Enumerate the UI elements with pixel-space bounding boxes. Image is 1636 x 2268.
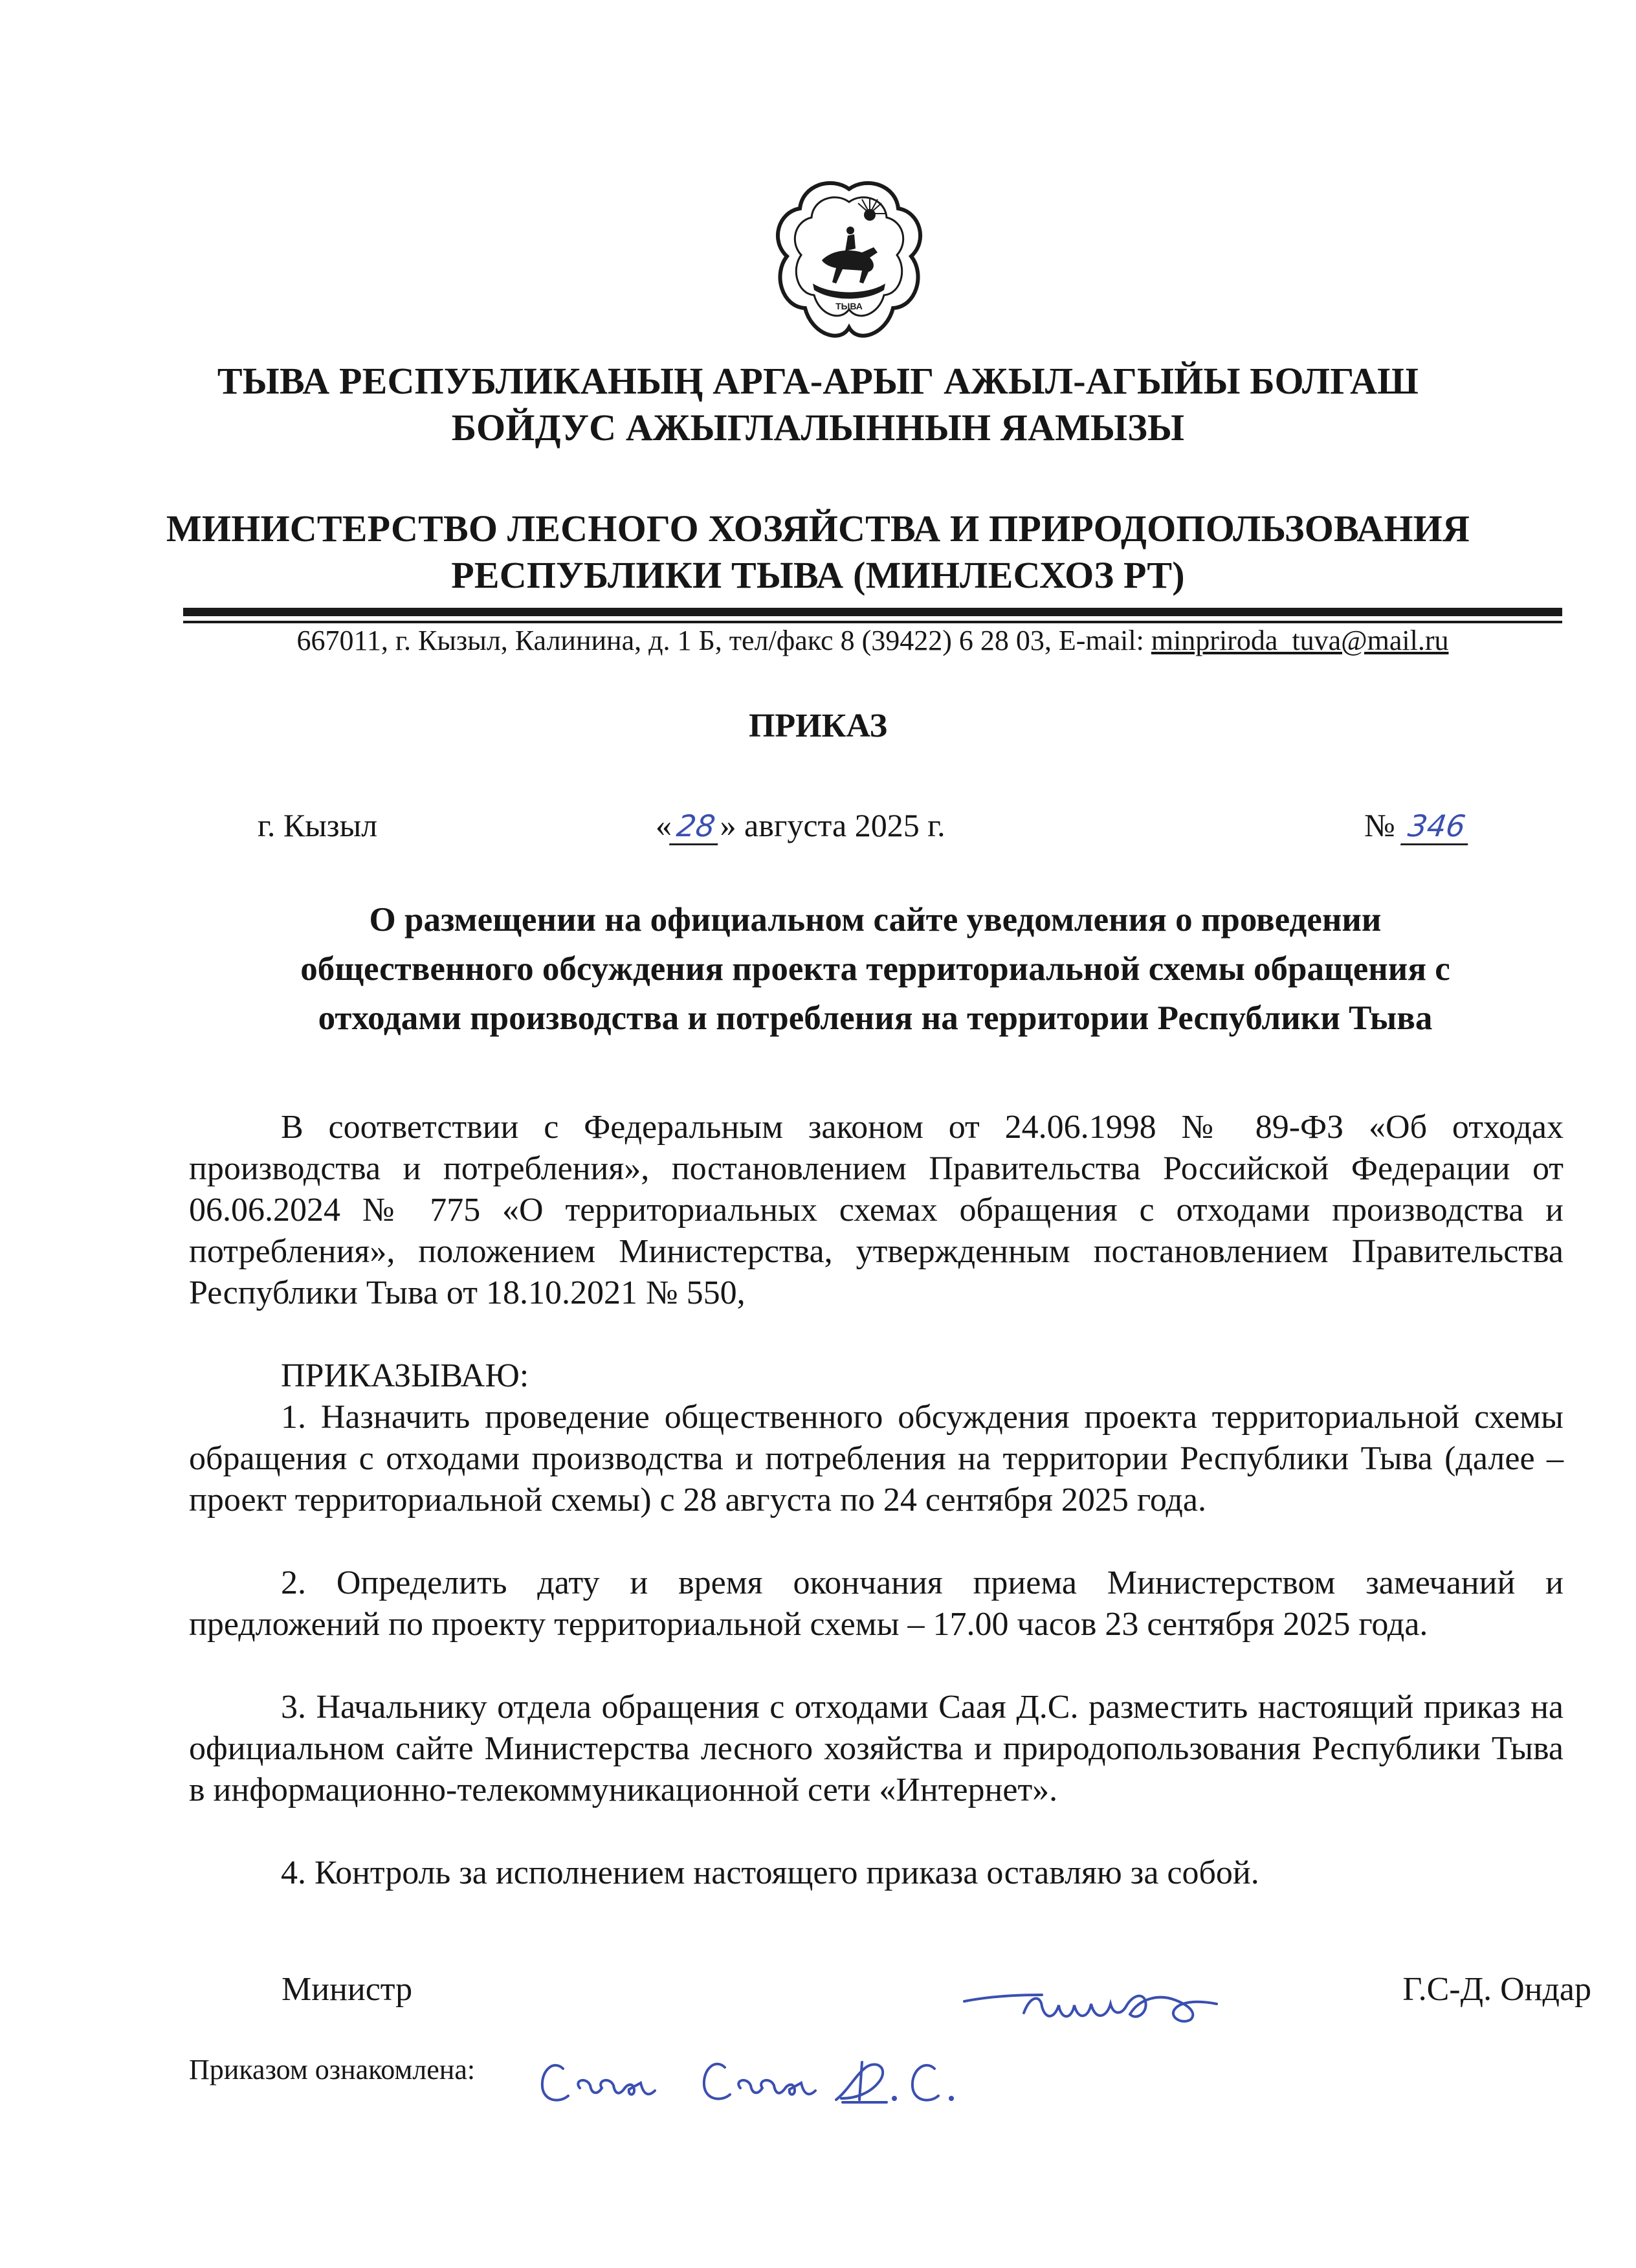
signatory-title: Министр — [282, 1971, 413, 2008]
order-item-2: 2. Определить дату и время окончания приема Министерством замечаний и предложений по проекту территориальной схемы – 17.00 часов 23 сентября 2025 года. — [189, 1564, 1564, 1643]
document-type: ПРИКАЗ — [748, 707, 888, 744]
date-day-handwritten: 28 — [669, 808, 723, 845]
number-label: № — [1364, 807, 1395, 843]
address-text: 667011, г. Кызыл, Калинина, д. 1 Б, тел/факс 8 (39422) 6 28 03, E-mail: — [296, 625, 1151, 656]
document-number — [1364, 803, 1470, 848]
order-item-1: 1. Назначить проведение общественного обсуждения проекта территориальной схемы обращения с отходами производства и потребления на территории Республики Тыва (далее – проект территориальной схемы) с 28 августа по 24 сентября 2025 года. — [189, 1399, 1564, 1518]
order-word: ПРИКАЗЫВАЮ: — [281, 1357, 529, 1394]
document-city: г. Кызыл — [258, 807, 378, 843]
acknowledgement-label: Приказом ознакомлена: — [189, 2054, 476, 2085]
date-rest: » августа 2025 г. — [720, 807, 945, 843]
number-handwritten: 346 — [1400, 808, 1473, 845]
document-subject — [233, 895, 1518, 1043]
subject-line-2: общественного обсуждения проекта территориальной схемы обращения с — [300, 950, 1450, 988]
preamble-paragraph: В соответствии с Федеральным законом от 24.06.1998 № 89-ФЗ «Об отходах производства и потребления», постановлением Правительства Российской Федерации от 06.06.2024 № 775 «О территориальных схемах обращения с отходами производства и потребления», положением Министерства, утвержденным постановлением Правительства Республики Тыва от 18.10.2021 № 550, — [189, 1109, 1564, 1311]
date-open-quote: « — [656, 807, 672, 843]
signatory-name: Г.С-Д. Ондар — [1402, 1971, 1591, 2008]
document-date — [656, 803, 945, 848]
subject-line-1: О размещении на официальном сайте уведомления о проведении — [369, 901, 1382, 939]
minister-signature-icon — [951, 1975, 1236, 2060]
acknowledgement-handwriting-icon — [537, 2031, 977, 2115]
tuva-coat-of-arms-icon — [773, 180, 925, 350]
header-russian-line-1: МИНИСТЕРСТВО ЛЕСНОГО ХОЗЯЙСТВА И ПРИРОДОПОЛЬЗОВАНИЯ — [166, 507, 1470, 550]
emblem-text: ТЫВА — [835, 301, 863, 311]
header-russian-line-2: РЕСПУБЛИКИ ТЫВА (МИНЛЕСХОЗ РТ) — [451, 554, 1185, 596]
address-line — [183, 621, 1562, 660]
header-rule-thick — [183, 608, 1562, 616]
email-link[interactable]: minpriroda_tuva@mail.ru — [1151, 625, 1449, 656]
header-tuvan-line-2: БОЙДУС АЖЫГЛАЛЫННЫН ЯАМЫЗЫ — [451, 406, 1185, 449]
order-item-4: 4. Контроль за исполнением настоящего приказа оставляю за собой. — [281, 1854, 1259, 1891]
subject-line-3: отходами производства и потребления на территории Республики Тыва — [318, 999, 1433, 1037]
order-item-3: 3. Начальнику отдела обращения с отходами Саая Д.С. разместить настоящий приказ на официальном сайте Министерства лесного хозяйства и природопользования Республики Тыва в информационно-телекоммуникационной сети «Интернет». — [189, 1689, 1564, 1808]
header-tuvan-line-1: ТЫВА РЕСПУБЛИКАНЫҢ АРГА-АРЫГ АЖЫЛ-АГЫЙЫ БОЛГАШ — [217, 360, 1419, 402]
